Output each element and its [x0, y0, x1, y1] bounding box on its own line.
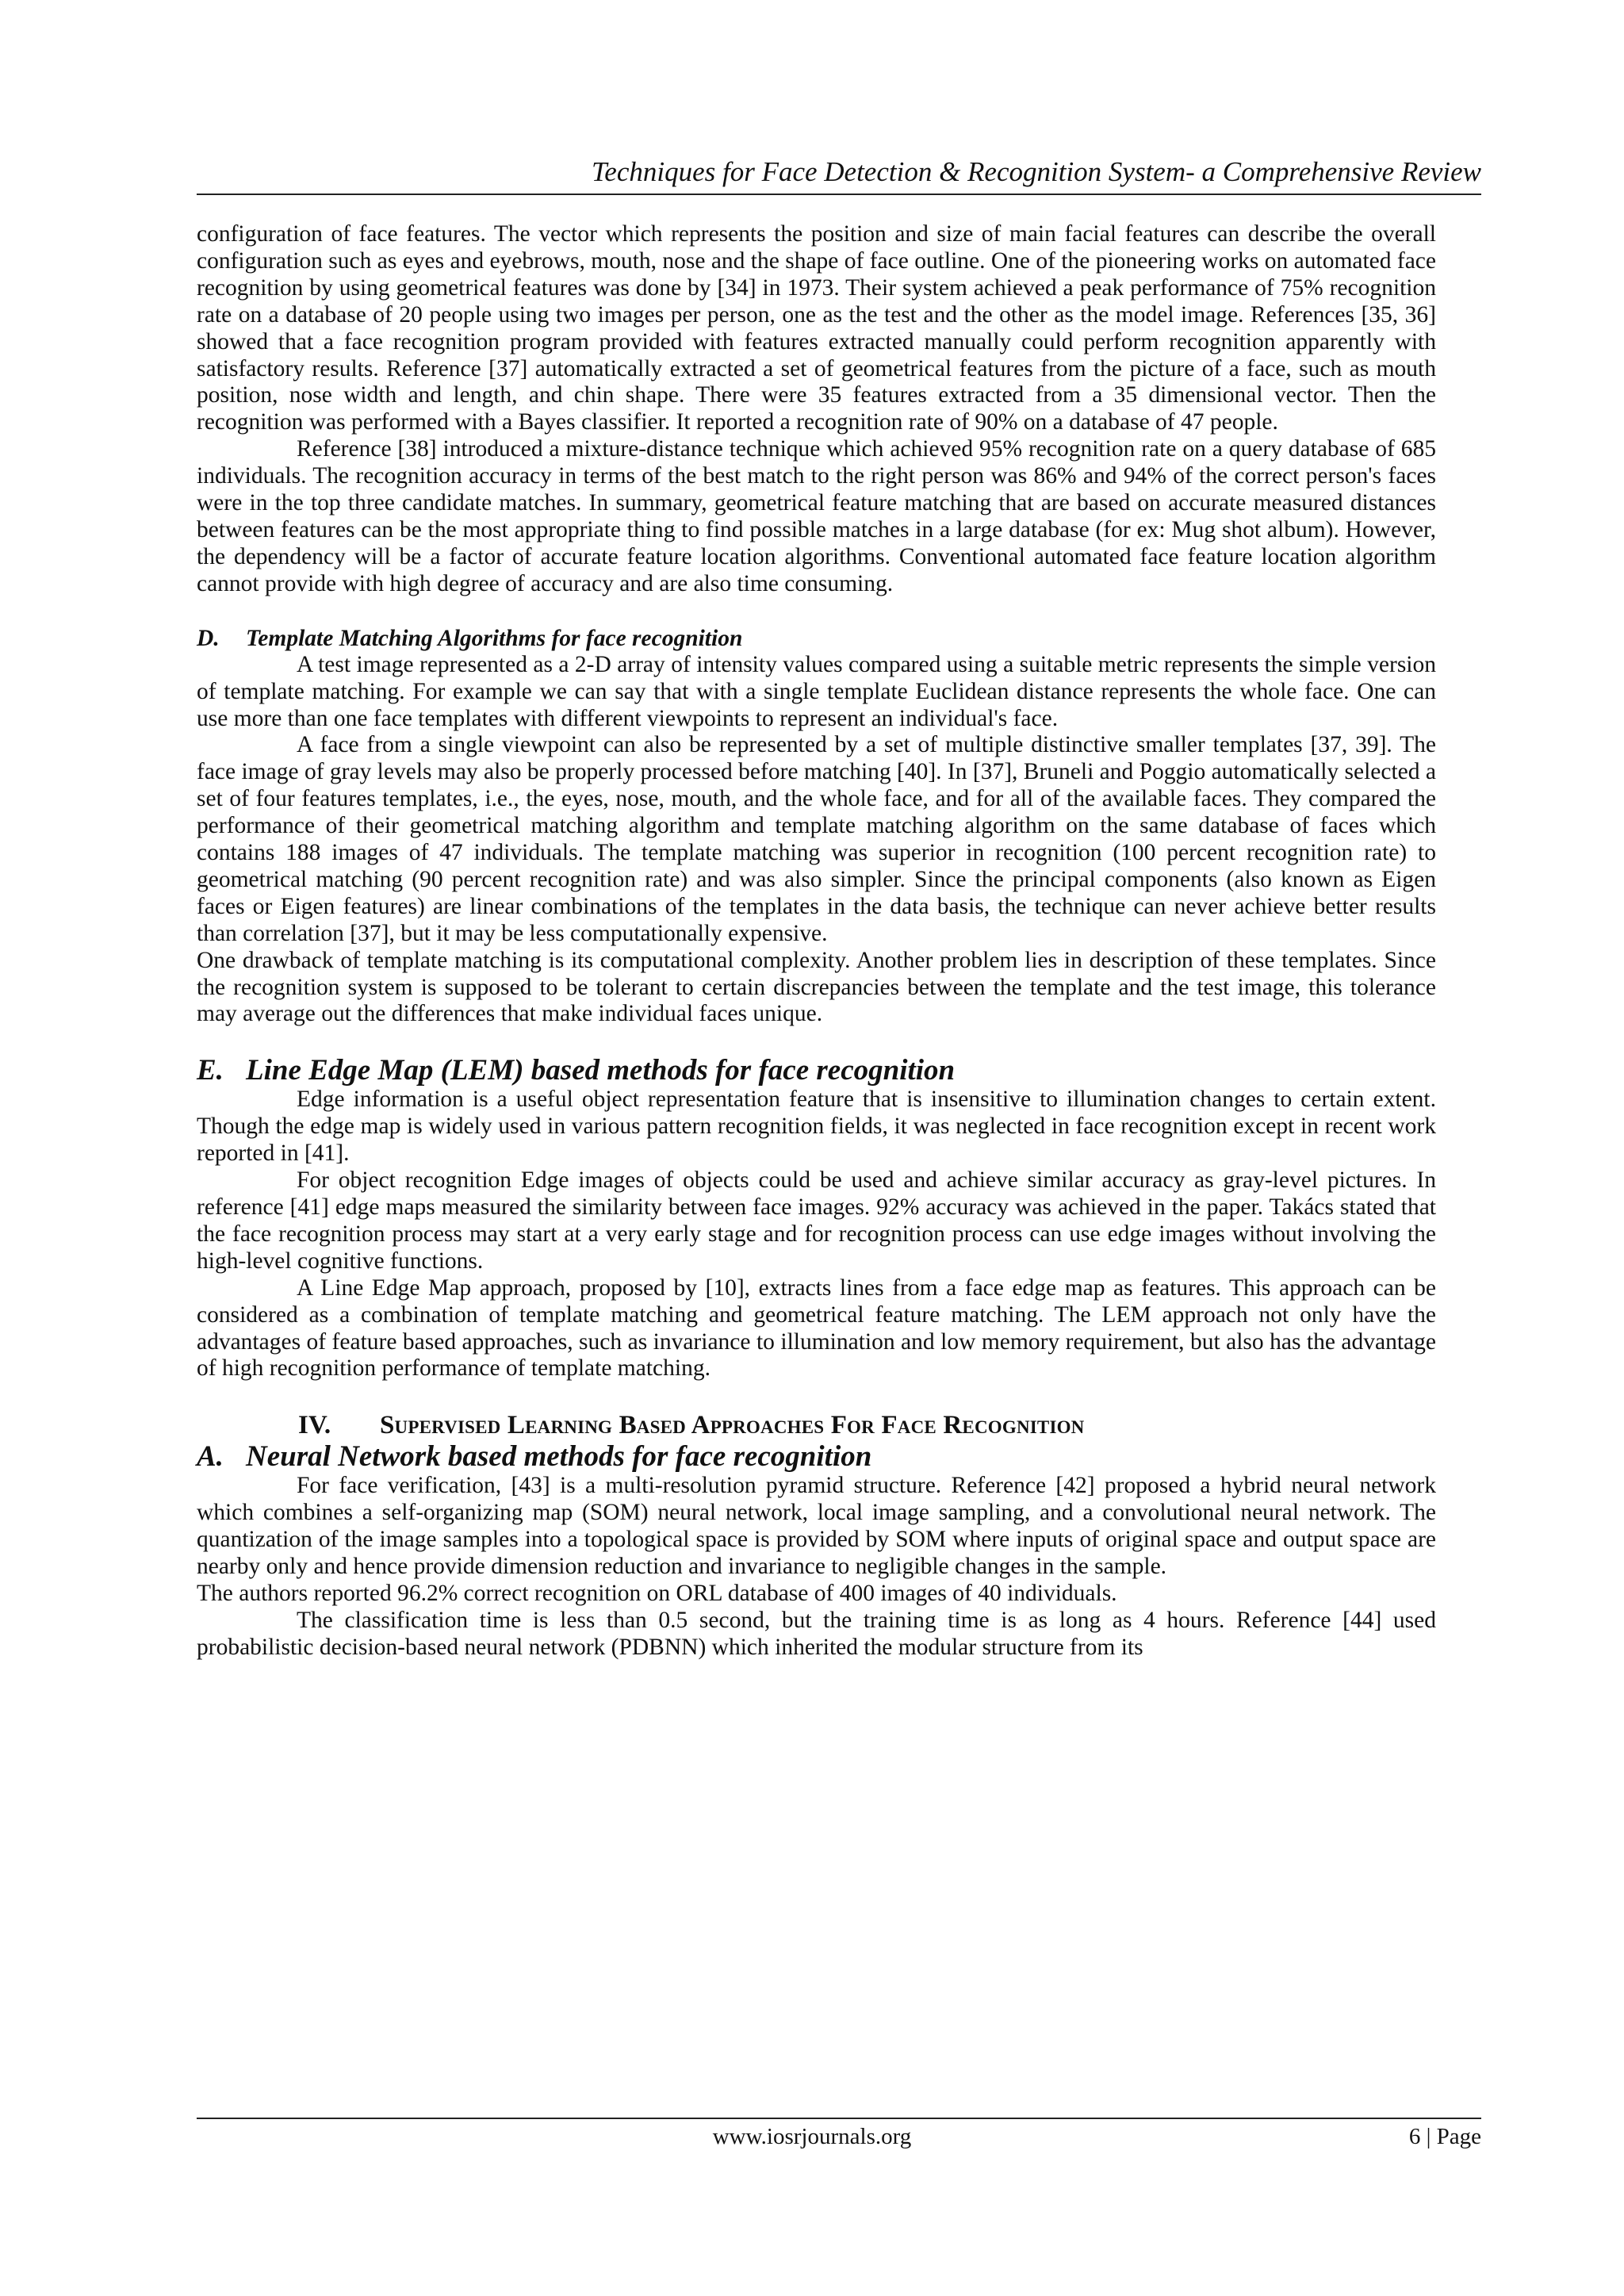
section-letter: E. — [197, 1054, 224, 1087]
footer-url[interactable]: www.iosrjournals.org — [712, 2124, 912, 2149]
paragraph: For object recognition Edge images of objects could be used and achieve similar accuracy as gray-level pictures. In reference [41] edge maps measured the similarity between face images. 92% accuracy was achieved in the paper. Takács stated that the face recognition process may start at a very early stage and for recognition process can use edge images without involving the high-level cognitive functions. — [197, 1167, 1436, 1274]
paragraph: The authors reported 96.2% correct recognition on ORL database of 400 images of 40 individuals. — [197, 1580, 1117, 1606]
section-title: Neural Network based methods for face recognition — [246, 1440, 872, 1474]
paragraph: Reference [38] introduced a mixture-distance technique which achieved 95% recognition rate on a query database of 685 individuals. The recognition accuracy in terms of the best match to the right person was 86% and 94% of the correct person's faces were in the top three candidate matches. In summary, geometrical feature matching that are based on accurate measured distances between features can be the most appropriate thing to find possible matches in a large database (for ex: Mug shot album). However, the dependency will be a factor of accurate feature location algorithms. Conventional automated face feature location algorithm cannot provide with high degree of accuracy and are also time consuming. — [197, 436, 1436, 596]
spacer — [197, 1028, 1436, 1055]
section-heading-a — [197, 1441, 1436, 1473]
paragraph: A Line Edge Map approach, proposed by [10], extracts lines from a face edge map as features. This approach can be considered as a combination of template matching and geometrical feature matching. The LEM approach not only have the advantages of feature based approaches, such as invariance to illumination and low memory requirement, but also has the advantage of high recognition performance of template matching. — [197, 1274, 1436, 1382]
running-header: Techniques for Face Detection & Recognition System- a Comprehensive Review — [592, 156, 1481, 187]
paragraph: One drawback of template matching is its computational complexity. Another problem lies in description of these templates. Since the recognition system is supposed to be tolerant to certain discrepancies between the template and the test image, this tolerance may average out the differences that make individual faces unique. — [197, 947, 1436, 1027]
page-number: 6 | Page — [1408, 2124, 1481, 2149]
section-title: Line Edge Map (LEM) based methods for face recognition — [246, 1054, 956, 1087]
chapter-title: Supervised Learning Based Approaches For Face Recognition — [380, 1411, 1085, 1440]
section-title: Template Matching Algorithms for face recognition — [246, 625, 743, 651]
section-heading-d — [197, 625, 1436, 652]
paragraph: The classification time is less than 0.5 second, but the training time is as long as 4 hours. Reference [44] used probabilistic decision-based neural network (PDBNN) which inherited the modular structure from its — [197, 1607, 1436, 1660]
section-letter: D. — [197, 625, 220, 651]
footer-rule — [197, 2118, 1481, 2119]
paragraph: configuration of face features. The vector which represents the position and size of main facial features can describe the overall configuration such as eyes and eyebrows, mouth, nose and the shape of face outline. One of the pioneering works on automated face recognition by using geometrical features was done by [34] in 1973. Their system achieved a peak performance of 75% recognition rate on a database of 20 people using two images per person, one as the test and the other as the model image. References [35, 36] showed that a face recognition program provided with features extracted manually could perform recognition apparently with satisfactory results. Reference [37] automatically extracted a set of geometrical features from the picture of a face, such as mouth position, nose width and length, and chin shape. There were 35 features extracted from a 35 dimensional vector. Then the recognition was performed with a Bayes classifier. It reported a recognition rate of 90% on a database of 47 people. — [197, 221, 1436, 435]
paragraph: Edge information is a useful object representation feature that is insensitive to illumination changes to certain extent. Though the edge map is widely used in various pattern recognition fields, it was neglected in face recognition except in recent work reported in [41]. — [197, 1087, 1436, 1167]
paragraph: A test image represented as a 2-D array of intensity values compared using a suitable metric represents the simple version of template matching. For example we can say that with a single template Euclidean distance represents the whole face. One can use more than one face templates with different viewpoints to represent an individual's face. — [197, 651, 1436, 731]
body-text — [197, 221, 1436, 1662]
header-rule — [197, 194, 1481, 195]
section-heading-e — [197, 1055, 1436, 1087]
chapter-number: IV. — [298, 1411, 331, 1440]
paragraph: A face from a single viewpoint can also be represented by a set of multiple distinctive smaller templates [37, 39]. The face image of gray levels may also be properly processed before matching [40]. In [37], Bruneli and Poggio automatically selected a set of four features templates, i.e., the eyes, nose, mouth, and the whole face, and for all of the available faces. They compared the performance of their geometrical matching algorithm and template matching algorithm on the same database of faces which contains 188 images of 47 individuals. The template matching was superior in recognition (100 percent recognition rate) to geometrical matching (90 percent recognition rate) and was also simpler. Since the principal components (also known as Eigen faces or Eigen features) are linear combinations of the templates in the data basis, the technique can never achieve better results than correlation [37], but it may be less computationally expensive. — [197, 732, 1436, 946]
chapter-heading-iv — [197, 1409, 1436, 1441]
spacer — [197, 598, 1436, 625]
paragraph: For face verification, [43] is a multi-resolution pyramid structure. Reference [42] proposed a hybrid neural network which combines a self-organizing map (SOM) neural network, local image sampling, and a convolutional neural network. The quantization of the image samples into a topological space is provided by SOM where inputs of original space and output space are nearby only and hence provide dimension reduction and invariance to negligible changes in the sample. — [197, 1473, 1436, 1580]
spacer — [197, 1382, 1436, 1409]
section-letter: A. — [197, 1440, 224, 1474]
